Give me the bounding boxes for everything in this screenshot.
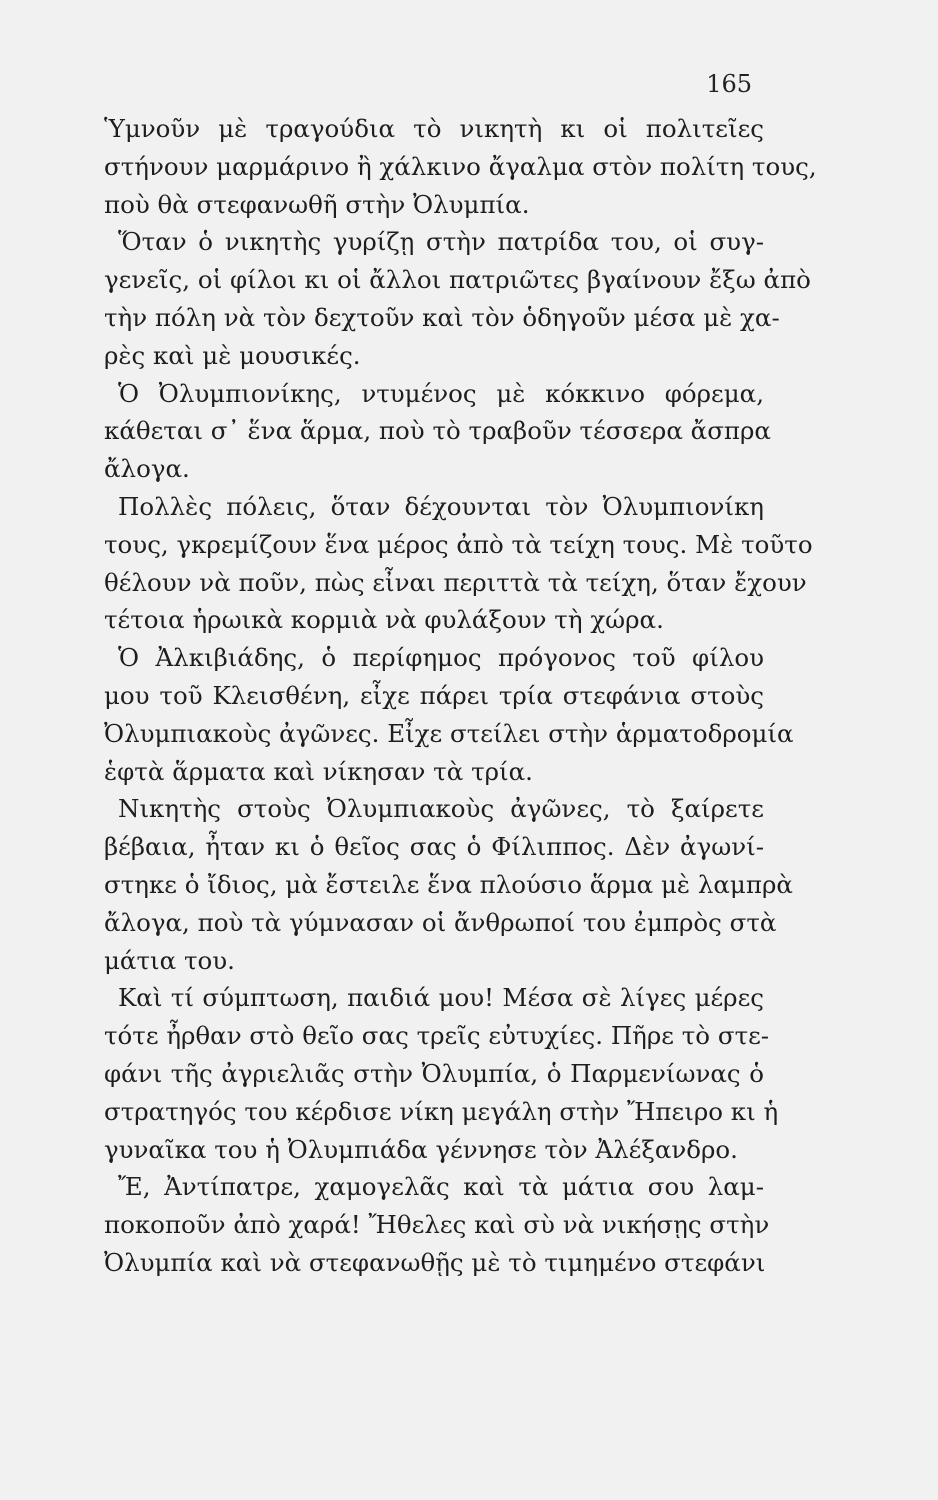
text-line: Ὑμνοῦν μὲ τραγούδια τὸ νικητὴ κι οἱ πολιτεῖες bbox=[104, 114, 764, 143]
text-line: γενεῖς, οἱ φίλοι κι οἱ ἄλλοι πατριῶτες βγαίνουν ἔξω ἀπὸ bbox=[104, 265, 811, 295]
text-line: Ὅταν ὁ νικητὴς γυρίζῃ στὴν πατρίδα του, οἱ συγ- bbox=[118, 227, 764, 257]
page-number: 165 bbox=[706, 70, 752, 98]
text-line: Ὀλυμπία καὶ νὰ στεφανωθῇς μὲ τὸ τιμημένο στεφάνι bbox=[104, 1247, 766, 1277]
text-line: Ἔ, Ἀντίπατρε, χαμογελᾶς καὶ τὰ μάτια σου λαμ- bbox=[118, 1172, 764, 1202]
text-line: Πολλὲς πόλεις, ὅταν δέχουνται τὸν Ὀλυμπιονίκη bbox=[118, 491, 764, 521]
text-line: ἑφτὰ ἅρματα καὶ νίκησαν τὰ τρία. bbox=[104, 756, 533, 786]
text-line: στήνουν μαρμάρινο ἢ χάλκινο ἄγαλμα στὸν πολίτη τους, bbox=[104, 151, 817, 181]
text-line: Ὁ Ἀλκιβιάδης, ὁ περίφημος πρόγονος τοῦ φίλου bbox=[118, 643, 764, 673]
text-line: Νικητὴς στοὺς Ὀλυμπιακοὺς ἀγῶνες, τὸ ξαίρετε bbox=[118, 794, 764, 824]
text-line: ἄλογα. bbox=[104, 454, 190, 484]
text-line: γυναῖκα του ἡ Ὀλυμπιάδα γέννησε τὸν Ἀλέξανδρο. bbox=[104, 1134, 738, 1164]
text-line: τους, γκρεμίζουν ἕνα μέρος ἀπὸ τὰ τείχη τους. Μὲ τοῦτο bbox=[104, 529, 813, 559]
text-line: στηκε ὁ ἴδιος, μὰ ἔστειλε ἕνα πλούσιο ἅρμα μὲ λαμπρὰ bbox=[104, 869, 793, 899]
text-line: βέβαια, ἦταν κι ὁ θεῖος σας ὁ Φίλιππος. Δὲν ἀγωνί- bbox=[104, 832, 764, 862]
body-text bbox=[104, 110, 817, 1282]
text-line: θέλουν νὰ ποῦν, πὼς εἶναι περιττὰ τὰ τείχη, ὅταν ἔχουν bbox=[104, 567, 807, 597]
text-line: τὴν πόλη νὰ τὸν δεχτοῦν καὶ τὸν ὁδηγοῦν μέσα μὲ χα- bbox=[104, 302, 780, 332]
text-line: μάτια του. bbox=[104, 945, 235, 975]
text-line: Καὶ τί σύμπτωση, παιδιά μου! Μέσα σὲ λίγες μέρες bbox=[118, 983, 764, 1013]
text-line: κάθεται σ᾽ ἕνα ἅρμα, ποὺ τὸ τραβοῦν τέσσερα ἄσπρα bbox=[104, 416, 771, 446]
text-line: ποκοποῦν ἀπὸ χαρά! Ἤθελες καὶ σὺ νὰ νικήσῃς στὴν bbox=[104, 1210, 770, 1240]
text-line: τέτοια ἡρωικὰ κορμιὰ νὰ φυλάξουν τὴ χώρα. bbox=[104, 605, 664, 635]
text-line: Ὀλυμπιακοὺς ἀγῶνες. Εἶχε στείλει στὴν ἁρματοδρομία bbox=[104, 718, 794, 748]
text-line: ρὲς καὶ μὲ μουσικές. bbox=[104, 340, 361, 370]
text-line: μου τοῦ Κλεισθένη, εἶχε πάρει τρία στεφάνια στοὺς bbox=[104, 680, 764, 710]
text-line: φάνι τῆς ἀγριελιᾶς στὴν Ὀλυμπία, ὁ Παρμενίωνας ὁ bbox=[104, 1058, 764, 1088]
text-line: ποὺ θὰ στεφανωθῆ στὴν Ὀλυμπία. bbox=[104, 189, 530, 219]
text-line: στρατηγός του κέρδισε νίκη μεγάλη στὴν Ἤπειρο κι ἡ bbox=[104, 1096, 779, 1126]
text-line: Ὁ Ὀλυμπιονίκης, ντυμένος μὲ κόκκινο φόρεμα, bbox=[118, 378, 764, 408]
text-line: τότε ἦρθαν στὸ θεῖο σας τρεῖς εὐτυχίες. Πῆρε τὸ στε- bbox=[104, 1021, 770, 1051]
text-line: ἄλογα, ποὺ τὰ γύμνασαν οἱ ἄνθρωποί του ἐμπρὸς στὰ bbox=[104, 907, 777, 937]
